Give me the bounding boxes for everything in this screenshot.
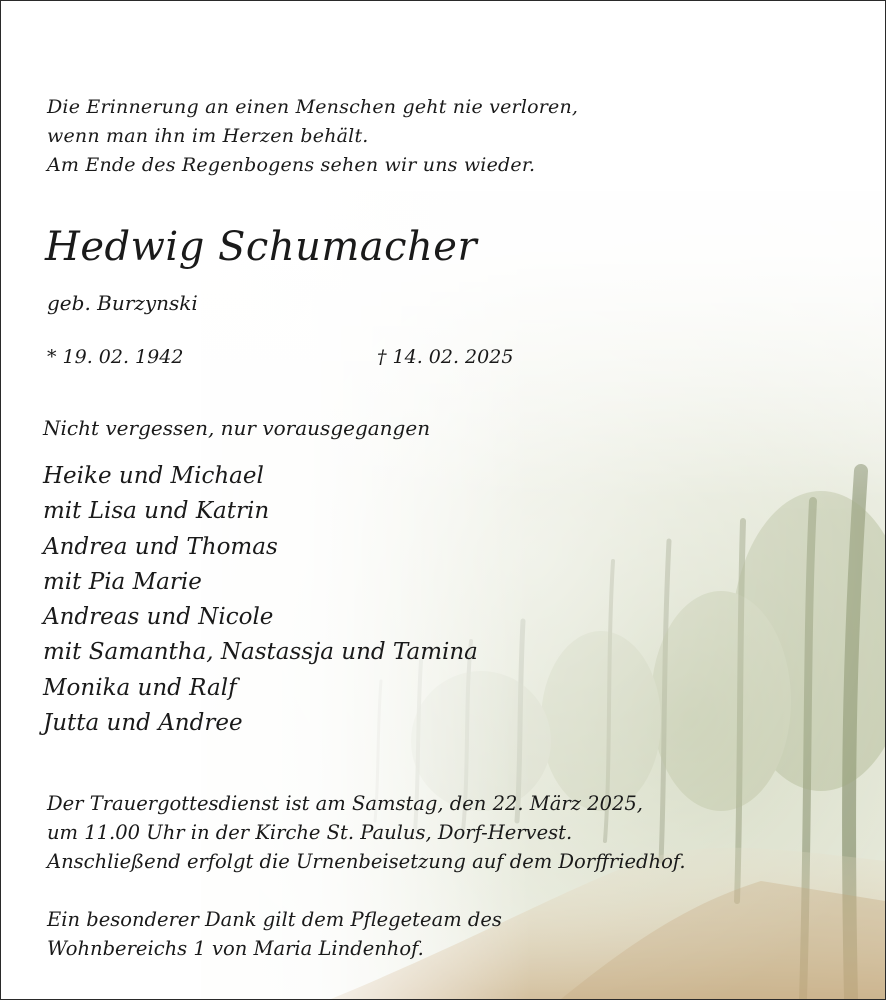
birth-name: geb. Burzynski <box>47 291 198 315</box>
quote-line: Am Ende des Regenbogens sehen wir uns wieder. <box>47 154 536 176</box>
death-date: † 14. 02. 2025 <box>377 346 514 368</box>
acknowledgement <box>47 905 502 963</box>
mourner-line: Andreas und Nicole <box>43 604 274 631</box>
mourner-line: Heike und Michael <box>43 463 264 489</box>
quote-line: wenn man ihn im Herzen behält. <box>47 125 369 147</box>
mourner-line: Andrea und Thomas <box>43 533 278 560</box>
service-line: Der Trauergottesdienst ist am Samstag, den 22. März 2025, <box>47 792 643 815</box>
motto-line: Nicht vergessen, nur vorausgegangen <box>43 416 431 440</box>
funeral-service-info <box>47 789 686 876</box>
mourners-list <box>43 459 478 741</box>
mourner-line: mit Lisa und Katrin <box>43 498 270 525</box>
birth-date: * 19. 02. 1942 <box>47 346 184 368</box>
quote-line: Die Erinnerung an einen Menschen geht nie verloren, <box>47 96 579 118</box>
mourner-line: Jutta und Andree <box>43 710 243 737</box>
service-line: um 11.00 Uhr in der Kirche St. Paulus, Dorf-Hervest. <box>47 821 573 844</box>
mourner-line: Monika und Ralf <box>43 674 237 701</box>
thanks-line: Wohnbereichs 1 von Maria Lindenhof. <box>47 937 424 960</box>
deceased-name: Hedwig Schumacher <box>45 224 478 270</box>
memorial-quote <box>47 93 578 180</box>
mourner-line: mit Pia Marie <box>43 568 202 595</box>
mourner-line: mit Samantha, Nastassja und Tamina <box>43 639 478 666</box>
thanks-line: Ein besonderer Dank gilt dem Pflegeteam des <box>47 908 502 931</box>
service-line: Anschließend erfolgt die Urnenbeisetzung auf dem Dorffriedhof. <box>47 850 686 873</box>
